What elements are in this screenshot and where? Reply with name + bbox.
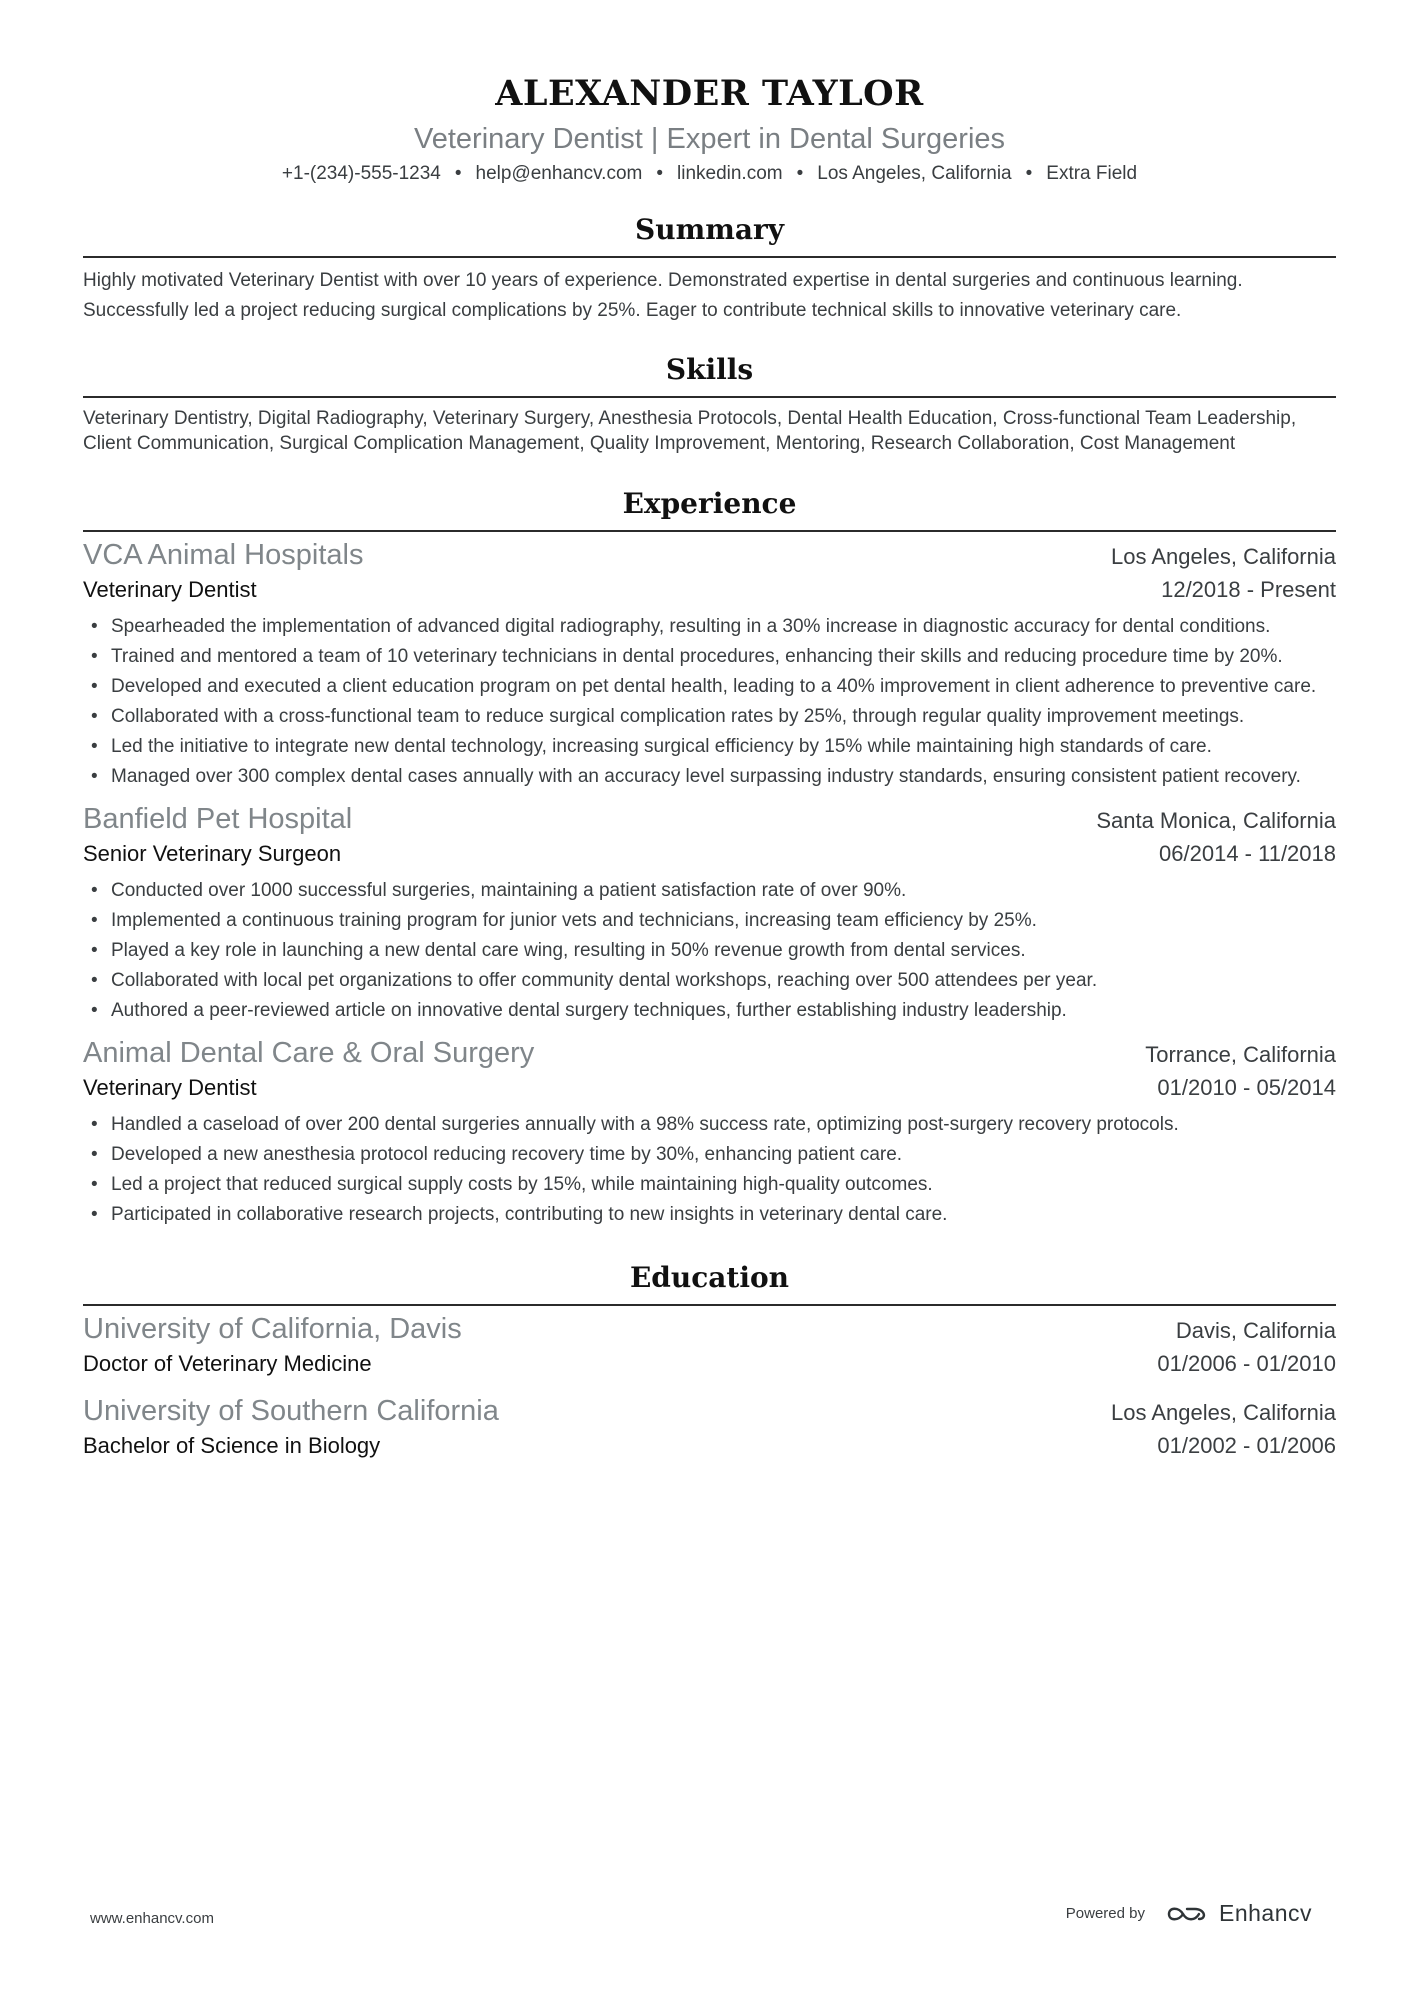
job-entry [83, 800, 1336, 1026]
job-bullet: • Led a project that reduced surgical supply costs by 15%, while maintaining high-quality outcomes. [111, 1170, 1336, 1200]
job-bullet: • Participated in collaborative research projects, contributing to new insights in veterinary dental care. [111, 1200, 1336, 1230]
footer-website[interactable]: www.enhancv.com [90, 1910, 214, 1927]
experience-section [83, 484, 1336, 1230]
job-bullet: • Developed a new anesthesia protocol reducing recovery time by 30%, enhancing patient care. [111, 1140, 1336, 1170]
education-location: Los Angeles, California [1110, 1400, 1336, 1425]
job-bullet: • Led the initiative to integrate new dental technology, increasing surgical efficiency by 15% while maintaining high standards of care. [111, 732, 1336, 762]
job-company: VCA Animal Hospitals [83, 539, 364, 571]
job-location: Los Angeles, California [1110, 544, 1336, 569]
footer-branding [1066, 1900, 1312, 1927]
job-company: Banfield Pet Hospital [83, 803, 353, 835]
skills-title: Skills [665, 353, 754, 386]
education-dates: 01/2006 - 01/2010 [1157, 1351, 1336, 1376]
separator-dot: • [454, 163, 462, 184]
job-bullet: • Played a key role in launching a new dental care wing, resulting in 50% revenue growth from dental services. [111, 936, 1336, 966]
summary-text: Highly motivated Veterinary Dentist with over 10 years of experience. Demonstrated expertise in dental surgeries and continuous learning. Successfully led a project reducing surgical complications by 25%. Eager to contribute technical skills to innovative veterinary care. [83, 270, 1243, 321]
summary-section [83, 210, 1336, 326]
job-dates: 06/2014 - 11/2018 [1159, 841, 1336, 866]
job-entry [83, 1034, 1336, 1230]
job-bullet: • Collaborated with local pet organizations to offer community dental workshops, reaching over 500 attendees per year. [111, 966, 1336, 996]
job-dates: 01/2010 - 05/2014 [1157, 1075, 1336, 1100]
job-location: Torrance, California [1145, 1042, 1336, 1067]
education-degree: Doctor of Veterinary Medicine [83, 1351, 372, 1376]
skills-text: Veterinary Dentistry, Digital Radiography, Veterinary Surgery, Anesthesia Protocols, Dental Health Education, Cross-functional Team Leadership, Client Communication, Surgical Complication Management, Quality Improvement, Mentoring, Research Collaboration, Cost Management [83, 408, 1297, 454]
resume-page [83, 0, 1336, 1462]
job-bullet: • Conducted over 1000 successful surgeries, maintaining a patient satisfaction rate of over 90%. [111, 876, 1336, 906]
brand-name: Enhancv [1218, 1900, 1312, 1926]
education-dates: 01/2002 - 01/2006 [1157, 1433, 1336, 1458]
candidate-headline: Veterinary Dentist | Expert in Dental Surgeries [413, 123, 1006, 155]
job-bullet: • Trained and mentored a team of 10 veterinary technicians in dental procedures, enhancing their skills and reducing procedure time by 20%. [111, 642, 1336, 672]
job-bullet: • Handled a caseload of over 200 dental surgeries annually with a 98% success rate, optimizing post-surgery recovery protocols. [111, 1110, 1336, 1140]
job-title: Senior Veterinary Surgeon [83, 841, 342, 866]
experience-title: Experience [622, 487, 797, 520]
job-company: Animal Dental Care & Oral Surgery [83, 1037, 535, 1069]
contact-extra: Extra Field [1046, 163, 1138, 184]
job-title: Veterinary Dentist [83, 577, 257, 602]
job-bullet: • Managed over 300 complex dental cases annually with an accuracy level surpassing industry standards, ensuring consistent patient recovery. [111, 762, 1336, 792]
section-divider [83, 396, 1336, 398]
job-bullet: • Collaborated with a cross-functional team to reduce surgical complication rates by 25%, through regular quality improvement meetings. [111, 702, 1336, 732]
job-title: Veterinary Dentist [83, 1075, 257, 1100]
job-bullet: • Spearheaded the implementation of advanced digital radiography, resulting in a 30% increase in diagnostic accuracy for dental conditions. [111, 612, 1336, 642]
job-bullets [83, 876, 1336, 1026]
education-location: Davis, California [1175, 1318, 1336, 1343]
contact-linkedin: linkedin.com [677, 163, 783, 184]
section-divider [83, 530, 1336, 532]
job-dates: 12/2018 - Present [1161, 577, 1336, 602]
education-title: Education [629, 1261, 790, 1294]
resume-header [83, 0, 1336, 188]
separator-dot: • [1025, 163, 1033, 184]
education-school: University of California, Davis [83, 1313, 462, 1345]
skills-section [83, 350, 1336, 456]
infinity-logo-icon [1165, 1902, 1211, 1926]
candidate-name: ALEXANDER TAYLOR [495, 73, 924, 114]
section-divider [83, 1304, 1336, 1306]
section-divider [83, 256, 1336, 258]
job-bullet: • Authored a peer-reviewed article on innovative dental surgery techniques, further establishing industry leadership. [111, 996, 1336, 1026]
job-bullets [83, 1110, 1336, 1230]
education-entry [83, 1392, 1336, 1462]
contact-phone: +1-(234)-555-1234 [281, 163, 441, 184]
education-school: University of Southern California [83, 1395, 499, 1427]
education-degree: Bachelor of Science in Biology [83, 1433, 381, 1458]
job-bullets [83, 612, 1336, 792]
job-bullet: • Developed and executed a client education program on pet dental health, leading to a 40% improvement in client adherence to preventive care. [111, 672, 1336, 702]
summary-title: Summary [635, 213, 784, 246]
separator-dot: • [796, 163, 804, 184]
contact-email: help@enhancv.com [475, 163, 643, 184]
brand-logo[interactable] [1165, 1900, 1312, 1927]
separator-dot: • [656, 163, 663, 184]
powered-by-label: Powered by [1065, 1905, 1145, 1922]
job-location: Santa Monica, California [1096, 808, 1336, 833]
job-entry [83, 536, 1336, 792]
education-section [83, 1258, 1336, 1462]
contact-location: Los Angeles, California [817, 163, 1012, 184]
education-entry [83, 1310, 1336, 1380]
job-bullet: • Implemented a continuous training program for junior vets and technicians, increasing team efficiency by 25%. [111, 906, 1336, 936]
contact-line [83, 160, 1336, 188]
